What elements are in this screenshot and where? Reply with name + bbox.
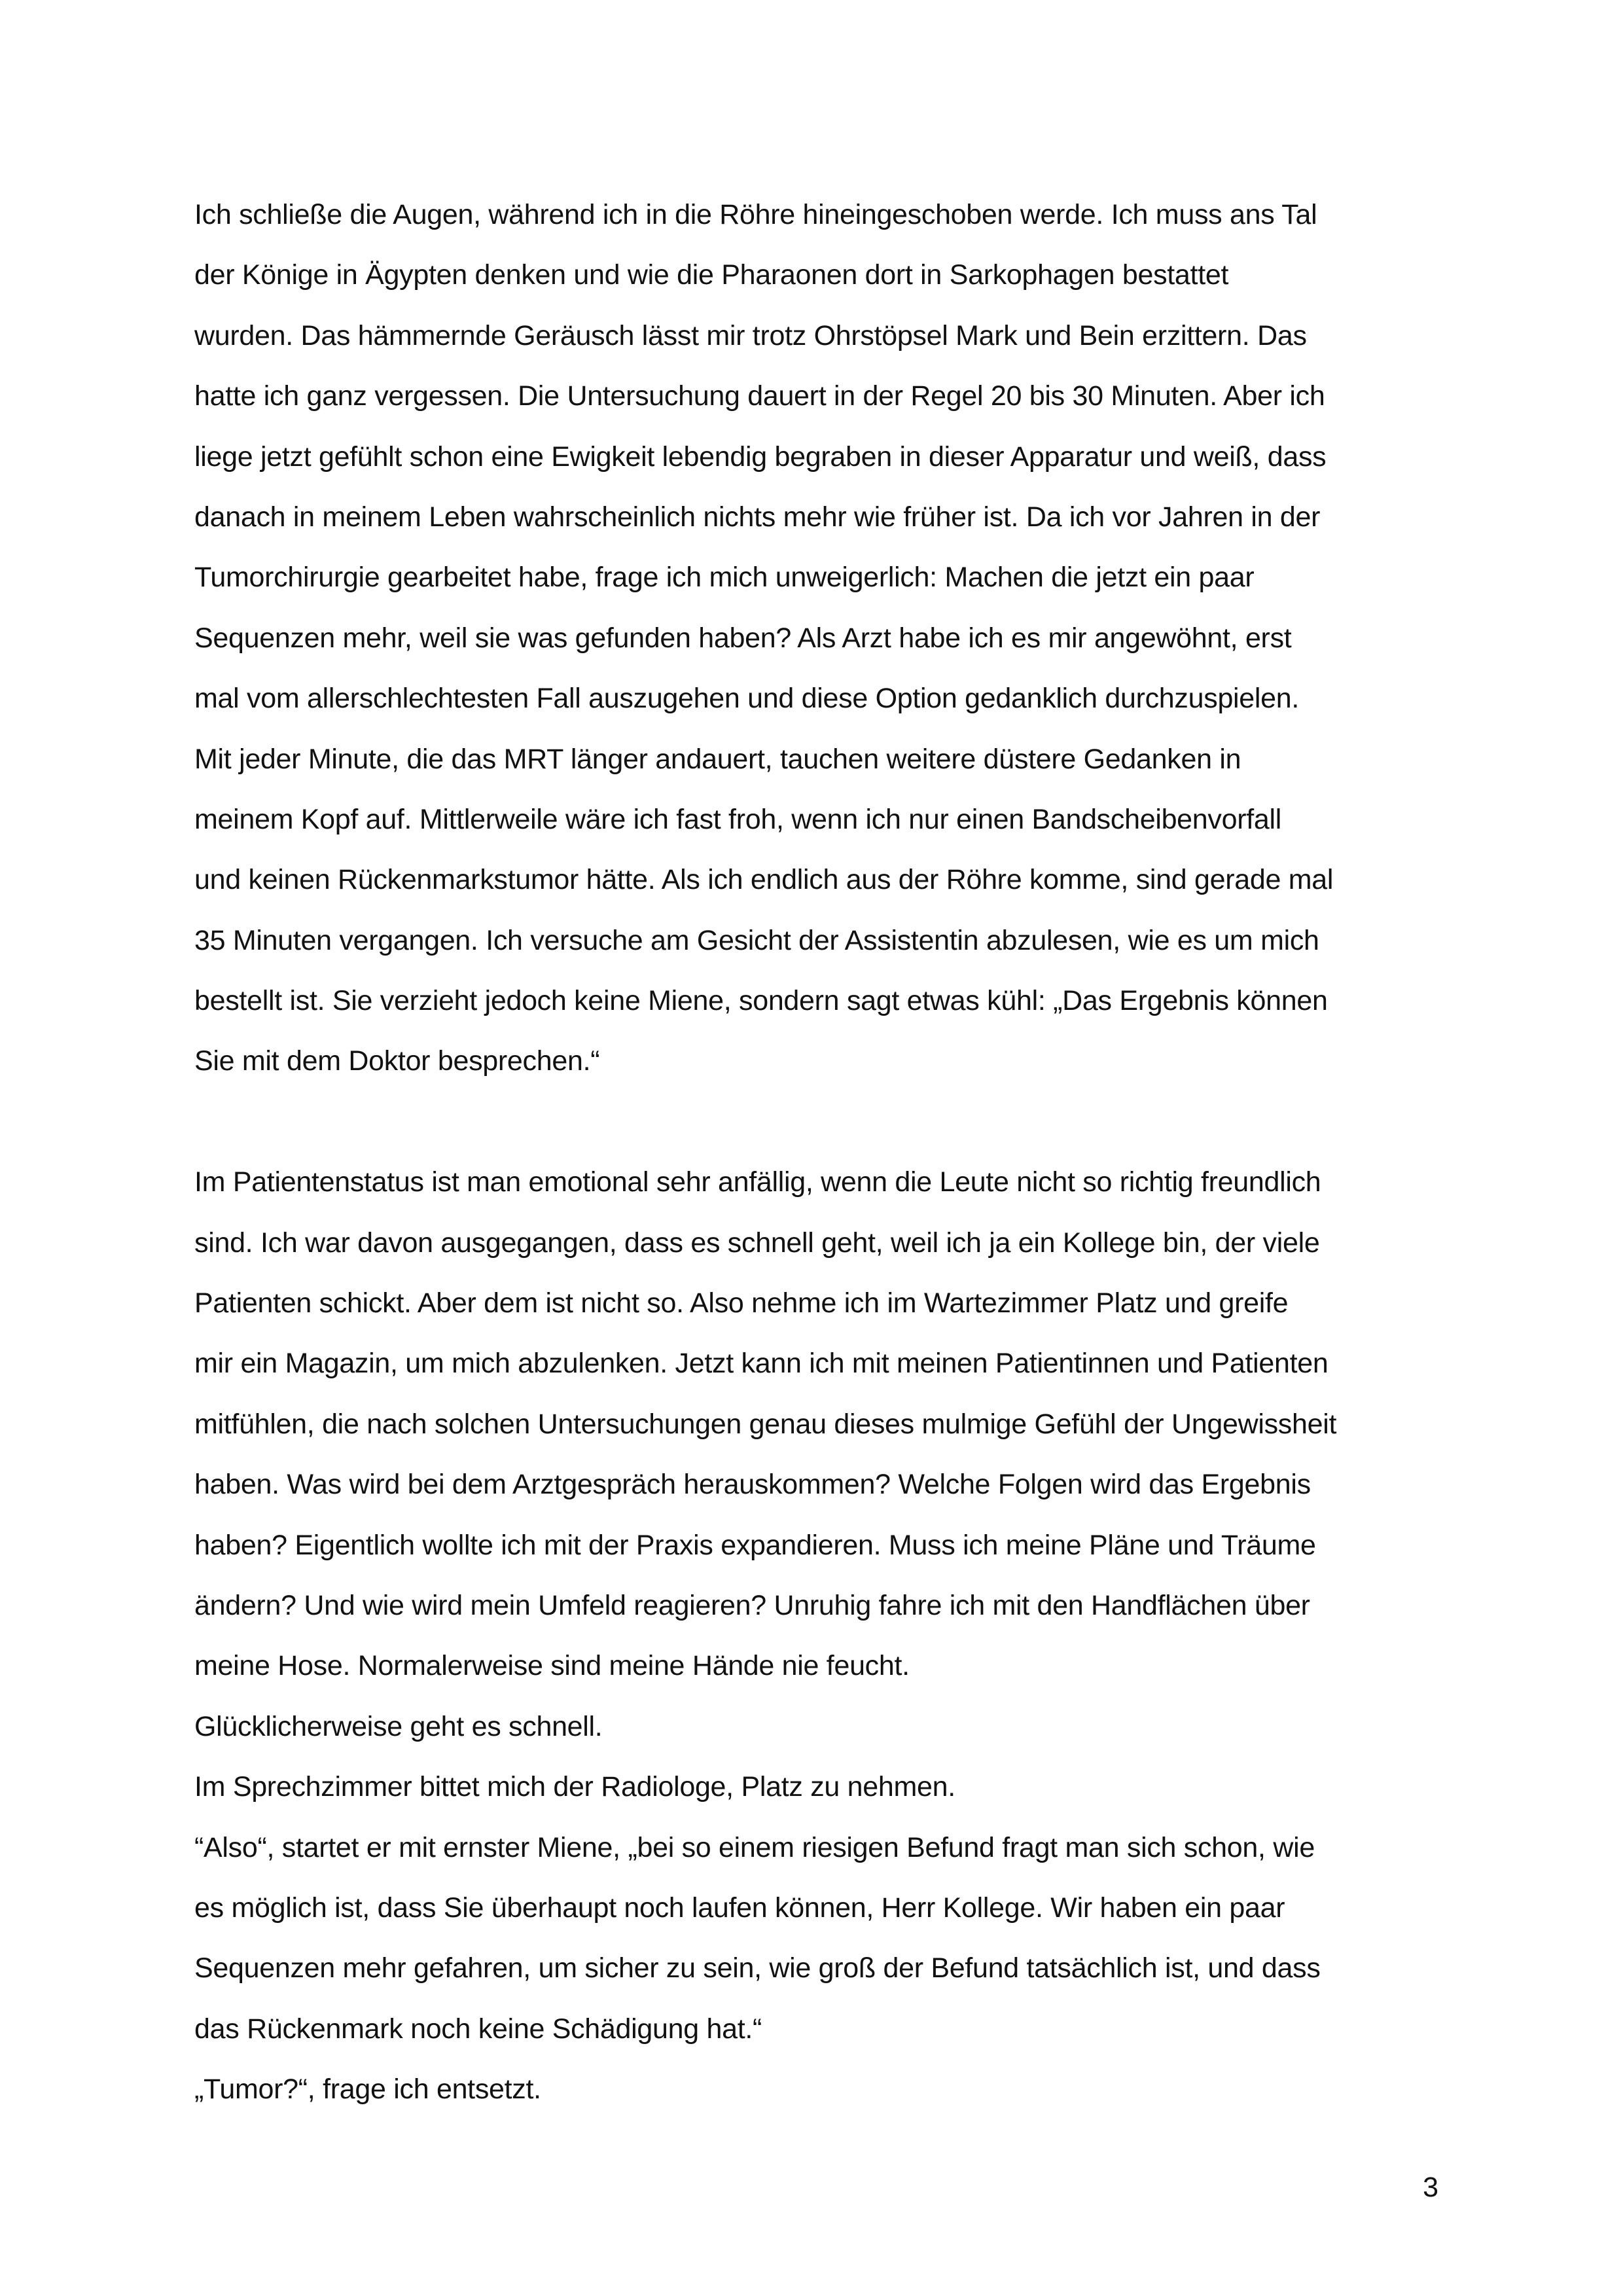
text-line: haben? Eigentlich wollte ich mit der Praxis expandieren. Muss ich meine Pläne und Träume: [194, 1529, 1316, 1561]
text-line: Im Patientenstatus ist man emotional sehr anfällig, wenn die Leute nicht so richtig freundlich: [194, 1166, 1321, 1198]
text-line: das Rückenmark noch keine Schädigung hat.“: [194, 2013, 762, 2045]
text-line: meine Hose. Normalerweise sind meine Hände nie feucht.: [194, 1650, 910, 1682]
text-line: liege jetzt gefühlt schon eine Ewigkeit lebendig begraben in dieser Apparatur und weiß, dass: [194, 440, 1327, 473]
text-line: und keinen Rückenmarkstumor hätte. Als ich endlich aus der Röhre komme, sind gerade mal: [194, 864, 1334, 896]
text-line: ändern? Und wie wird mein Umfeld reagieren? Unruhig fahre ich mit den Handflächen über: [194, 1589, 1310, 1621]
text-line: es möglich ist, dass Sie überhaupt noch laufen können, Herr Kollege. Wir haben ein paar: [194, 1892, 1285, 1924]
text-line: mitfühlen, die nach solchen Untersuchungen genau dieses mulmige Gefühl der Ungewissheit: [194, 1408, 1337, 1440]
paragraph: [194, 1152, 1477, 2119]
text-line: meinem Kopf auf. Mittlerweile wäre ich fast froh, wenn ich nur einen Bandscheibenvorfall: [194, 803, 1282, 835]
paragraph: [194, 185, 1477, 1092]
text-line: wurden. Das hämmernde Geräusch lässt mir trotz Ohrstöpsel Mark und Bein erzittern. Das: [194, 319, 1307, 351]
text-line: mir ein Magazin, um mich abzulenken. Jetzt kann ich mit meinen Patientinnen und Patienten: [194, 1348, 1329, 1380]
text-line: mal vom allerschlechtesten Fall auszugehen und diese Option gedanklich durchzuspielen.: [194, 683, 1300, 715]
text-line: hatte ich ganz vergessen. Die Untersuchung dauert in der Regel 20 bis 30 Minuten. Aber ich: [194, 380, 1325, 412]
text-line: bestellt ist. Sie verzieht jedoch keine Miene, sondern sagt etwas kühl: „Das Ergebnis können: [194, 985, 1328, 1017]
text-line: Glücklicherweise geht es schnell.: [194, 1710, 603, 1742]
page-number: 3: [1423, 2172, 1438, 2203]
text-line: Patienten schickt. Aber dem ist nicht so. Also nehme ich im Wartezimmer Platz und greife: [194, 1287, 1289, 1319]
text-line: Sie mit dem Doktor besprechen.“: [194, 1045, 600, 1077]
text-line: Ich schließe die Augen, während ich in die Röhre hineingeschoben werde. Ich muss ans Tal: [194, 199, 1317, 230]
text-line: “Also“, startet er mit ernster Miene, „bei so einem riesigen Befund fragt man sich schon, wie: [194, 1831, 1315, 1863]
text-line: Sequenzen mehr gefahren, um sicher zu sein, wie groß der Befund tatsächlich ist, und dass: [194, 1952, 1321, 1984]
text-line: sind. Ich war davon ausgegangen, dass es schnell geht, weil ich ja ein Kollege bin, der viele: [194, 1227, 1320, 1259]
text-line: Tumorchirurgie gearbeitet habe, frage ich mich unweigerlich: Machen die jetzt ein paar: [194, 562, 1255, 594]
text-line: Mit jeder Minute, die das MRT länger andauert, tauchen weitere düstere Gedanken in: [194, 743, 1241, 775]
text-line: „Tumor?“, frage ich entsetzt.: [194, 2073, 541, 2106]
text-line: der Könige in Ägypten denken und wie die Pharaonen dort in Sarkophagen bestattet: [194, 259, 1229, 291]
body-text: [194, 185, 1477, 2120]
text-line: 35 Minuten vergangen. Ich versuche am Gesicht der Assistentin abzulesen, wie es um mich: [194, 924, 1319, 956]
text-line: haben. Was wird bei dem Arztgespräch herauskommen? Welche Folgen wird das Ergebnis: [194, 1469, 1311, 1501]
text-line: Im Sprechzimmer bittet mich der Radiologe, Platz zu nehmen.: [194, 1771, 955, 1803]
paragraph-spacer: [194, 1092, 1477, 1152]
text-line: Sequenzen mehr, weil sie was gefunden haben? Als Arzt habe ich es mir angewöhnt, erst: [194, 622, 1292, 654]
text-line: danach in meinem Leben wahrscheinlich nichts mehr wie früher ist. Da ich vor Jahren in der: [194, 501, 1321, 533]
